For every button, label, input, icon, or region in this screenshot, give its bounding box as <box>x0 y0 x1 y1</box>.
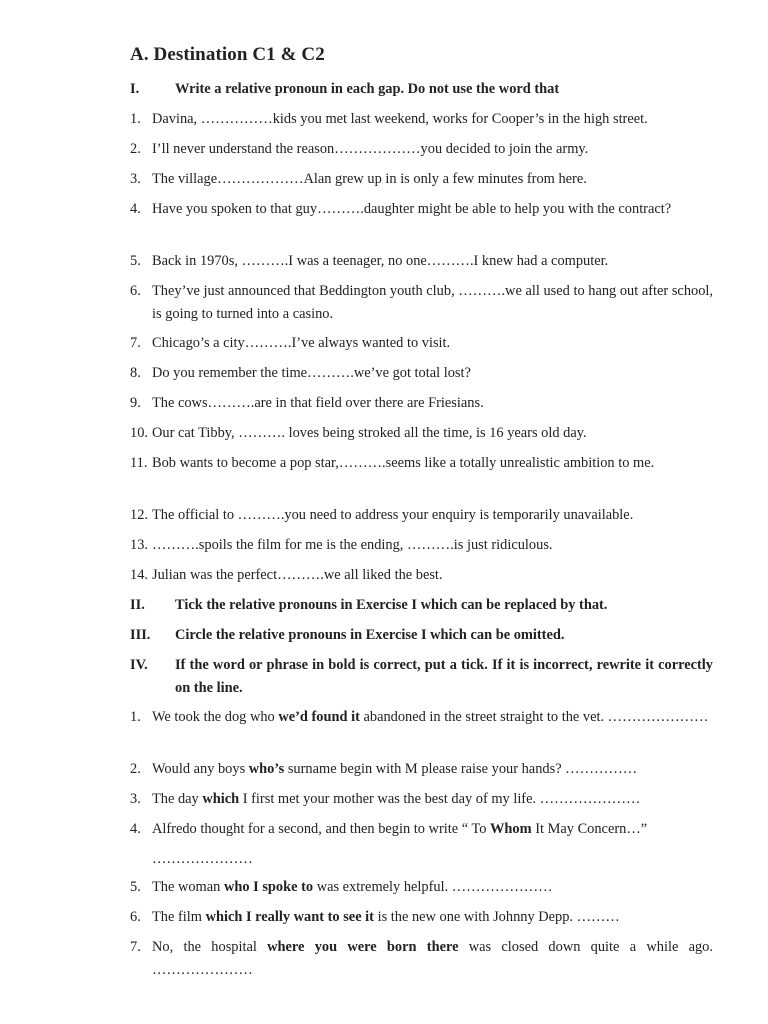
item-number: 4. <box>130 821 141 837</box>
page-title: A. Destination C1 & C2 <box>130 44 325 65</box>
item-text-pre: We took the dog who <box>152 709 279 725</box>
item-text-post: was extremely helpful. ………………… <box>313 879 553 895</box>
item-text <box>152 706 713 729</box>
answer-line: ………………… <box>152 851 253 867</box>
item-number: 12. <box>130 507 148 523</box>
item-number: 11. <box>130 455 148 471</box>
item-text-post: is the new one with Johnny Depp. ……… <box>373 909 620 925</box>
item-number: 9. <box>130 395 141 411</box>
item-text: They’ve just announced that Beddington youth club, ……….we all used to hang out after school, is going to turned into a casino. <box>152 283 713 322</box>
item-text: Davina, ……………kids you met last weekend, works for Cooper’s in the high street. <box>152 111 648 127</box>
item-text-pre: Would any boys <box>152 761 249 777</box>
item-text-pre: Alfredo thought for a second, and then begin to write “ To <box>152 821 491 837</box>
item-text <box>152 936 713 981</box>
item-text-post: was closed down quite a while ago. ………………… <box>152 939 713 978</box>
section-instruction: Circle the relative pronouns in Exercise I which can be omitted. <box>175 627 565 643</box>
item-number: 7. <box>130 335 141 351</box>
item-number: 3. <box>130 791 141 807</box>
item-text: Bob wants to become a pop star,……….seems like a totally unrealistic ambition to me. <box>152 455 655 471</box>
item-text <box>152 758 713 781</box>
item-number: 1. <box>130 709 141 725</box>
item-number: 7. <box>130 939 141 955</box>
section-number: I. <box>130 81 140 97</box>
section-number: II. <box>130 597 145 613</box>
item-number: 1. <box>130 111 141 127</box>
item-bold-phrase: which I really want to see it <box>205 909 374 925</box>
item-text: Our cat Tibby, ………. loves being stroked all the time, is 16 years old day. <box>152 425 587 441</box>
item-text <box>152 788 713 811</box>
section-instruction: If the word or phrase in bold is correct, put a tick. If it is incorrect, rewrite it correctly on the line. <box>175 657 713 696</box>
item-number: 6. <box>130 909 141 925</box>
item-text-post: surname begin with M please raise your hands? …………… <box>284 761 638 777</box>
item-text: Have you spoken to that guy……….daughter might be able to help you with the contract? <box>152 201 672 217</box>
item-bold-phrase: which <box>202 791 240 807</box>
item-text-post: abandoned in the street straight to the vet. ………………… <box>359 709 709 725</box>
item-bold-phrase: Whom <box>490 821 532 837</box>
item-number: 2. <box>130 141 141 157</box>
section-instruction: Write a relative pronoun in each gap. Do not use the word that <box>175 81 560 97</box>
item-text: Back in 1970s, ……….I was a teenager, no one……….I knew had a computer. <box>152 253 609 269</box>
item-text: Do you remember the time……….we’ve got total lost? <box>152 365 471 381</box>
item-text-pre: The film <box>152 909 206 925</box>
section-number: IV. <box>130 657 148 673</box>
item-text-pre: The day <box>152 791 203 807</box>
item-number: 13. <box>130 537 148 553</box>
item-number: 10. <box>130 425 148 441</box>
item-text-pre: The woman <box>152 879 224 895</box>
item-text: I’ll never understand the reason………………you decided to join the army. <box>152 141 589 157</box>
item-text: ……….spoils the film for me is the ending, ……….is just ridiculous. <box>152 537 553 553</box>
item-text: The official to ……….you need to address your enquiry is temporarily unavailable. <box>152 507 634 523</box>
item-number: 3. <box>130 171 141 187</box>
item-bold-phrase: where you were born there <box>267 939 459 955</box>
item-text: Chicago’s a city……….I’ve always wanted to visit. <box>152 335 451 351</box>
item-number: 5. <box>130 253 141 269</box>
item-number: 4. <box>130 201 141 217</box>
item-number: 8. <box>130 365 141 381</box>
item-text-pre: No, the hospital <box>152 939 268 955</box>
item-text: Julian was the perfect……….we all liked the best. <box>152 567 443 583</box>
item-text: The village………………Alan grew up in is only a few minutes from here. <box>152 171 587 187</box>
item-text-post: I first met your mother was the best day of my life. ………………… <box>239 791 641 807</box>
item-text <box>152 906 713 929</box>
item-text <box>152 818 713 841</box>
item-text-post: It May Concern…” <box>531 821 648 837</box>
item-text: The cows……….are in that field over there are Friesians. <box>152 395 484 411</box>
item-number: 5. <box>130 879 141 895</box>
item-bold-phrase: who I spoke to <box>223 879 314 895</box>
item-number: 14. <box>130 567 148 583</box>
section-instruction: Tick the relative pronouns in Exercise I which can be replaced by that. <box>175 597 608 613</box>
section-number: III. <box>130 627 151 643</box>
item-bold-phrase: who’s <box>248 761 285 777</box>
item-number: 6. <box>130 283 141 299</box>
item-bold-phrase: we’d found it <box>278 709 360 725</box>
item-text <box>152 876 713 899</box>
item-number: 2. <box>130 761 141 777</box>
